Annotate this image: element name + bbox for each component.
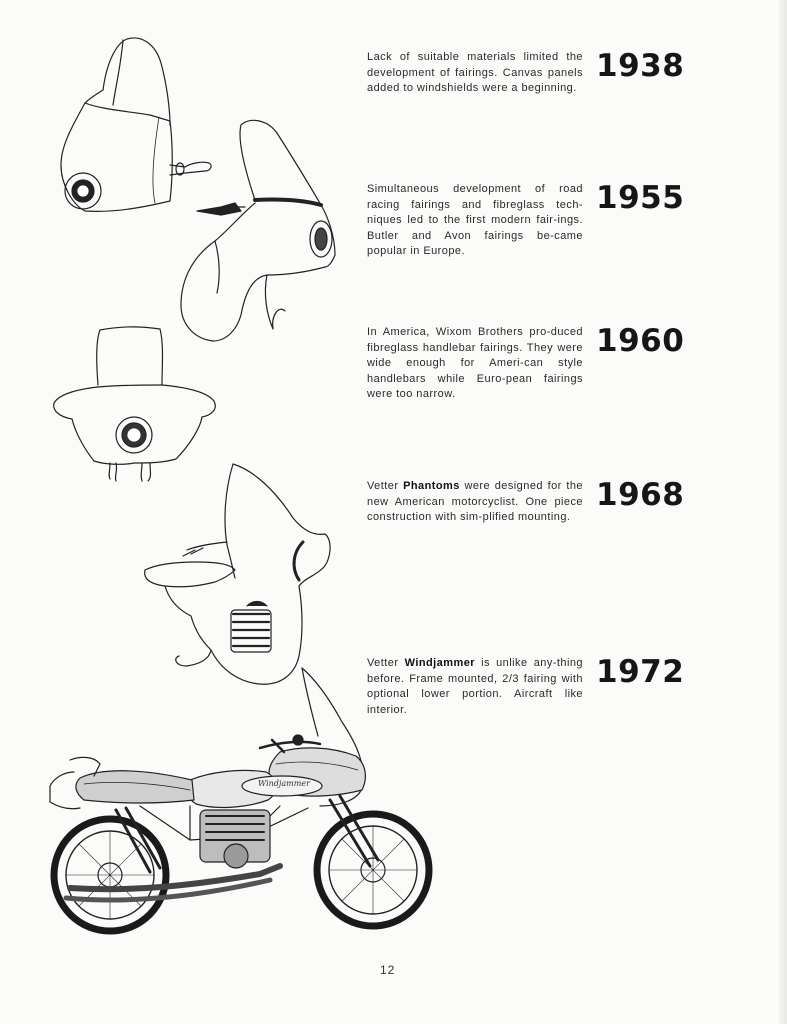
timeline-entry-1968 <box>367 479 727 549</box>
entry-year: 1955 <box>596 180 685 216</box>
entry-description: Lack of suitable materials limited the development of fairings. Canvas panels added to windshields were a beginning. <box>367 51 583 94</box>
timeline-entry-1955 <box>367 182 727 262</box>
racing-fairing-1955-illustration <box>175 115 350 345</box>
entry-year: 1960 <box>596 323 685 359</box>
entry-description: In America, Wixom Brothers pro-duced fibreglass handlebar fairings. They were wide enough for Ameri-can style handlebars while Euro-pean fairings were too narrow. <box>367 326 583 400</box>
entry-description: Vetter Windjammer is unlike any-thing before. Frame mounted, 2/3 fairing with optional lower portion. Aircraft like interior. <box>367 657 583 716</box>
entry-year: 1972 <box>596 654 685 690</box>
windjammer-badge: Windjammer <box>258 779 310 788</box>
page-number: 12 <box>380 963 396 977</box>
timeline-entry-1938 <box>367 50 727 120</box>
entry-year: 1968 <box>596 477 685 513</box>
timeline-entry-1972 <box>367 656 727 726</box>
product-name-windjammer: Windjammer <box>404 657 475 669</box>
entry-description: Simultaneous development of road racing fairings and fibreglass tech-niques led to the first modern fair-ings. Butler and Avon fairings be-came popular in Europe. <box>367 183 583 257</box>
phantom-fairing-1968-illustration <box>135 460 340 690</box>
product-name-phantoms: Phantoms <box>403 480 460 492</box>
entry-year: 1938 <box>596 48 685 84</box>
entry-description: Vetter Phantoms were designed for the new American motorcyclist. One piece construction with sim-plified mounting. <box>367 480 584 523</box>
timeline-entry-1960 <box>367 325 727 405</box>
page-edge-shadow <box>779 0 787 1024</box>
